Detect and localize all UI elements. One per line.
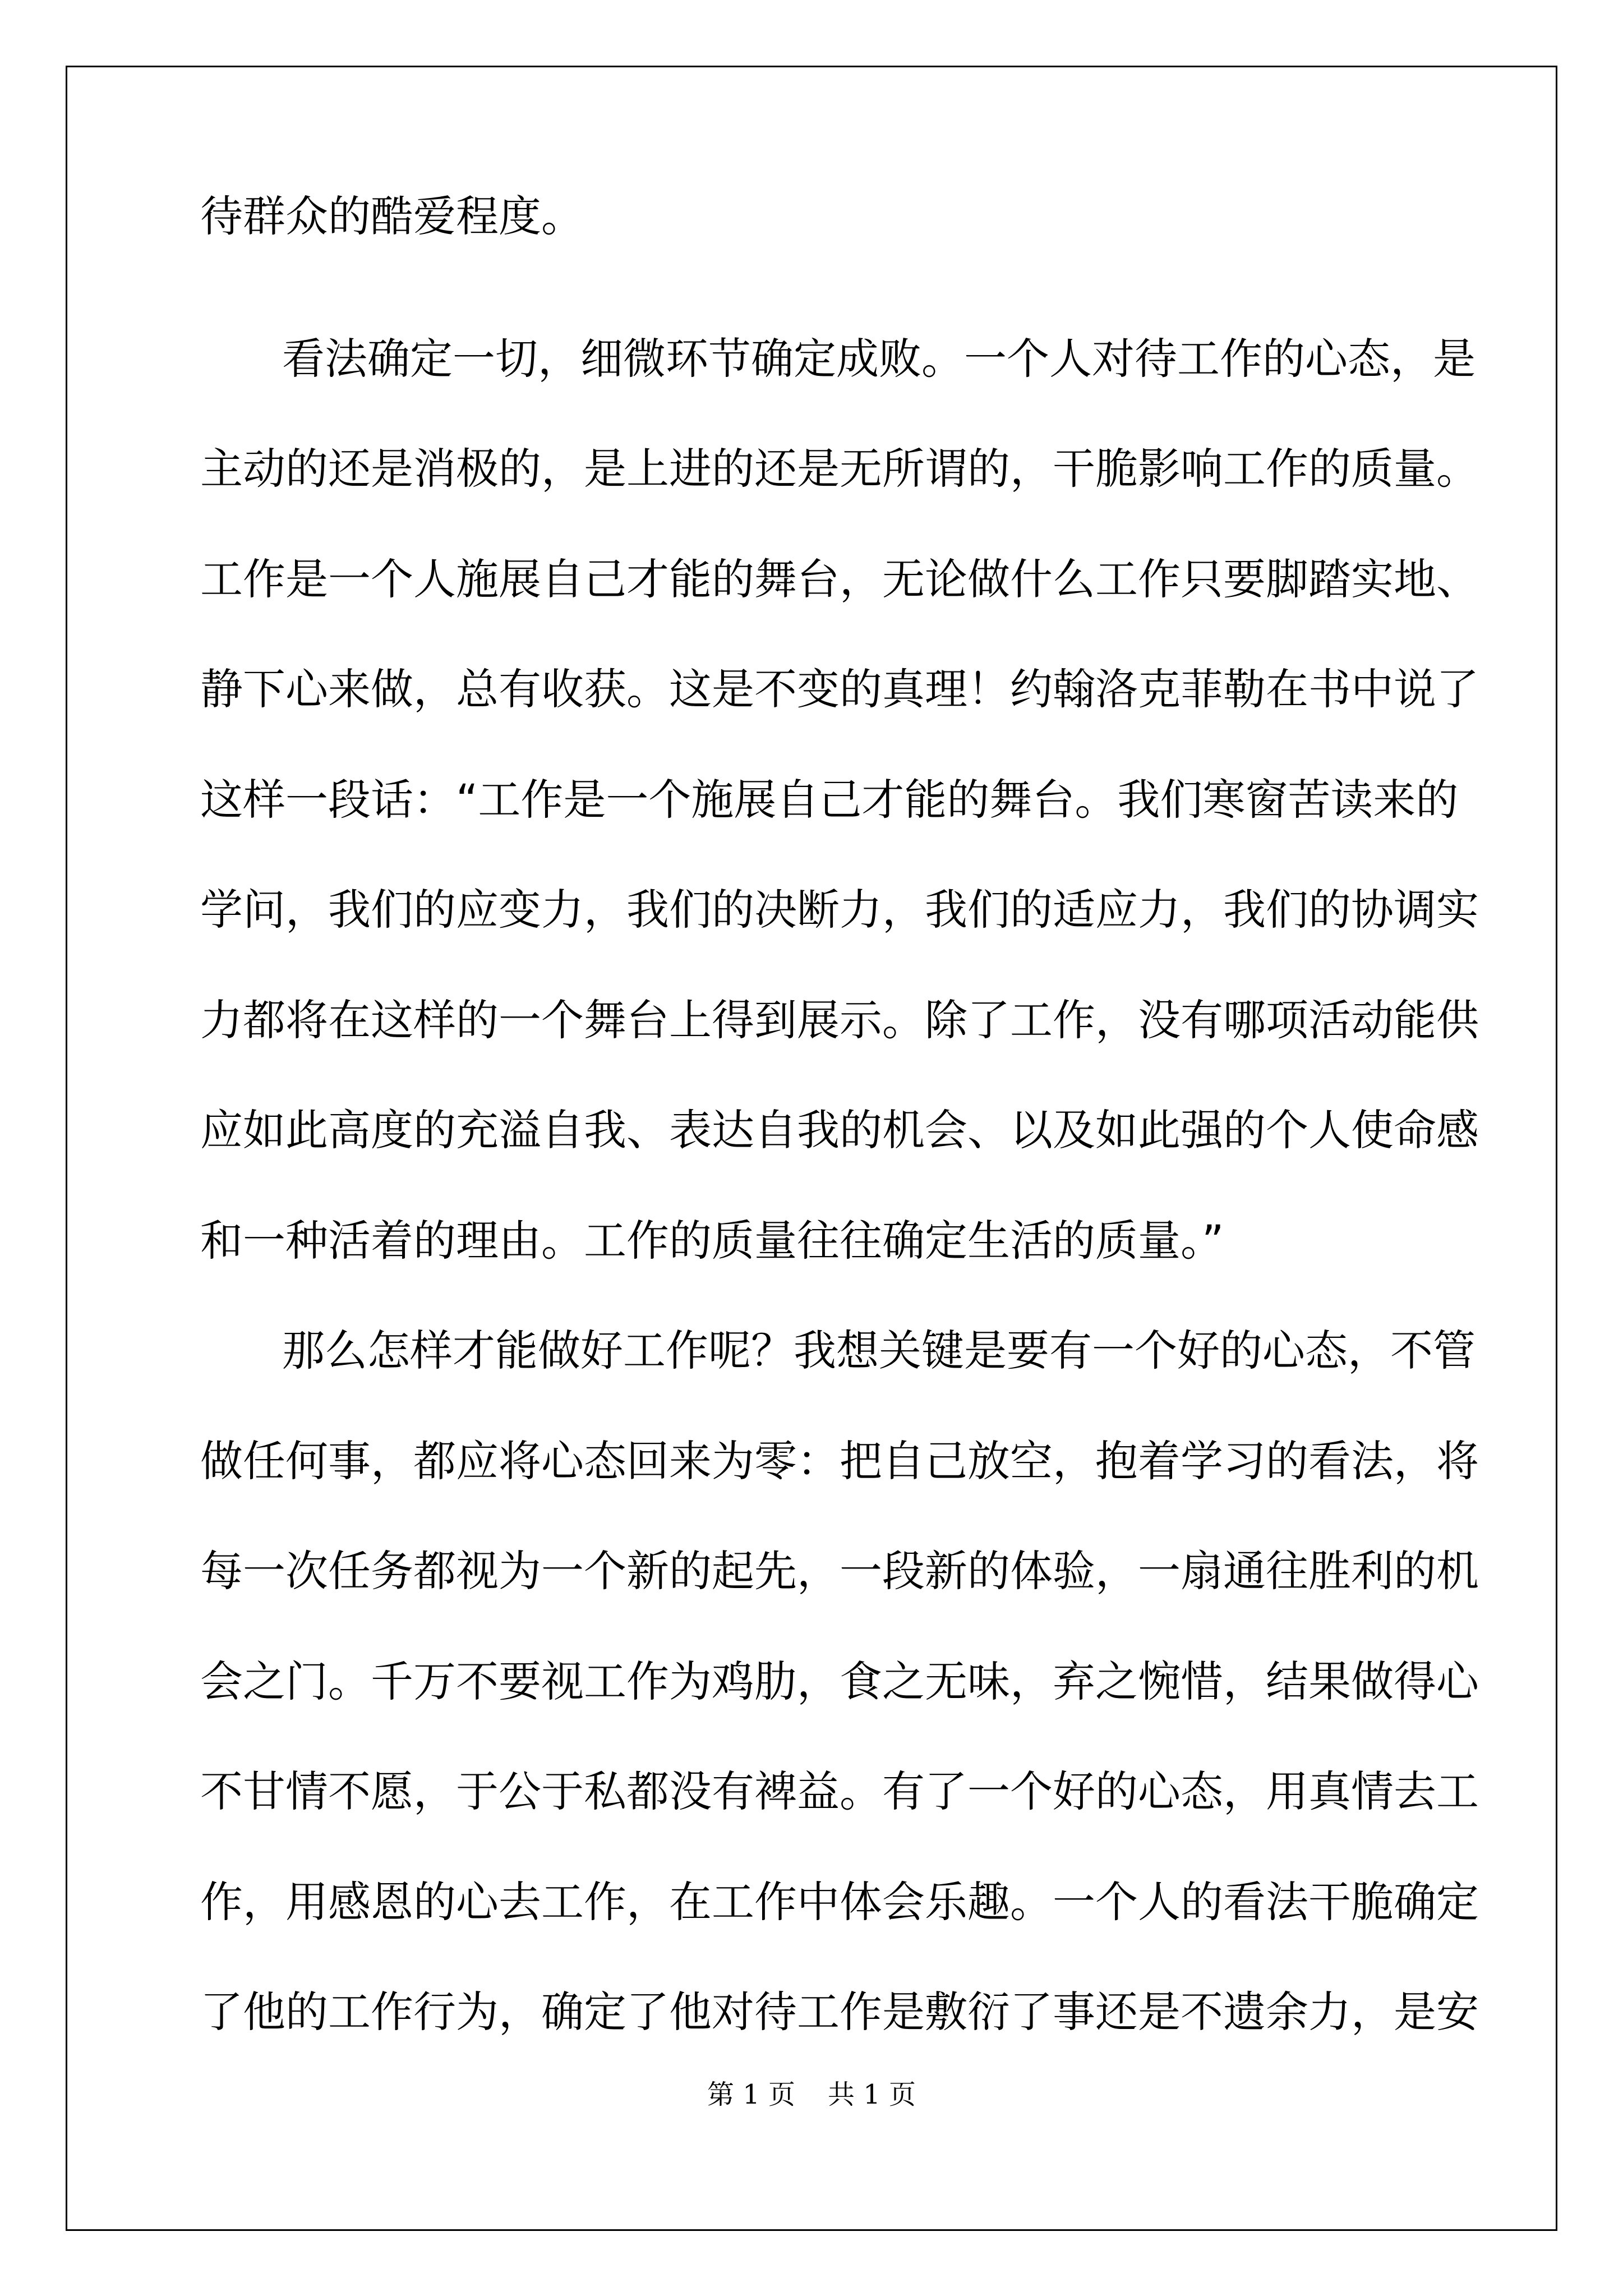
paragraph-line: 看法确定一切，细微环节确定成败。一个人对待工作的心态，是 xyxy=(282,334,1476,384)
paragraph-line: 力都将在这样的一个舞台上得到展示。除了工作，没有哪项活动能供 xyxy=(200,995,1479,1045)
paragraph-line: 应如此高度的充溢自我、表达自我的机会、以及如此强的个人使命感 xyxy=(200,1105,1479,1155)
paragraph-line: 作，用感恩的心去工作，在工作中体会乐趣。一个人的看法干脆确定 xyxy=(200,1877,1479,1927)
paragraph-line: 静下心来做，总有收获。这是不变的真理！约翰洛克菲勒在书中说了 xyxy=(200,664,1479,714)
paragraph-line: 待群众的酷爱程度。 xyxy=(200,191,584,241)
paragraph-line: 和一种活着的理由。工作的质量往往确定生活的质量。” xyxy=(200,1216,1224,1266)
paragraph-line: 这样一段话：“工作是一个施展自己才能的舞台。我们寒窗苦读来的 xyxy=(200,775,1459,825)
paragraph-line: 主动的还是消极的，是上进的还是无所谓的，干脆影响工作的质量。 xyxy=(200,444,1479,494)
paragraph-line: 会之门。千万不要视工作为鸡肋，食之无味，弃之惋惜，结果做得心 xyxy=(200,1657,1479,1706)
paragraph-line: 做任何事，都应将心态回来为零：把自己放空，抱着学习的看法，将 xyxy=(200,1436,1479,1486)
paragraph-line: 了他的工作行为，确定了他对待工作是敷衍了事还是不遗余力，是安 xyxy=(200,1987,1479,2037)
page-footer xyxy=(0,2073,1623,2111)
page-total: 共 1 页 xyxy=(828,2079,916,2110)
paragraph-line: 那么怎样才能做好工作呢？我想关键是要有一个好的心态，不管 xyxy=(282,1326,1476,1375)
paragraph-line: 不甘情不愿，于公于私都没有裨益。有了一个好的心态，用真情去工 xyxy=(200,1766,1479,1816)
paragraph-line: 学问，我们的应变力，我们的决断力，我们的适应力，我们的协调实 xyxy=(200,885,1479,935)
paragraph-line: 工作是一个人施展自己才能的舞台，无论做什么工作只要脚踏实地、 xyxy=(200,554,1479,604)
paragraph-line: 每一次任务都视为一个新的起先，一段新的体验，一扇通往胜利的机 xyxy=(200,1546,1479,1596)
page-number: 第 1 页 xyxy=(707,2079,795,2110)
